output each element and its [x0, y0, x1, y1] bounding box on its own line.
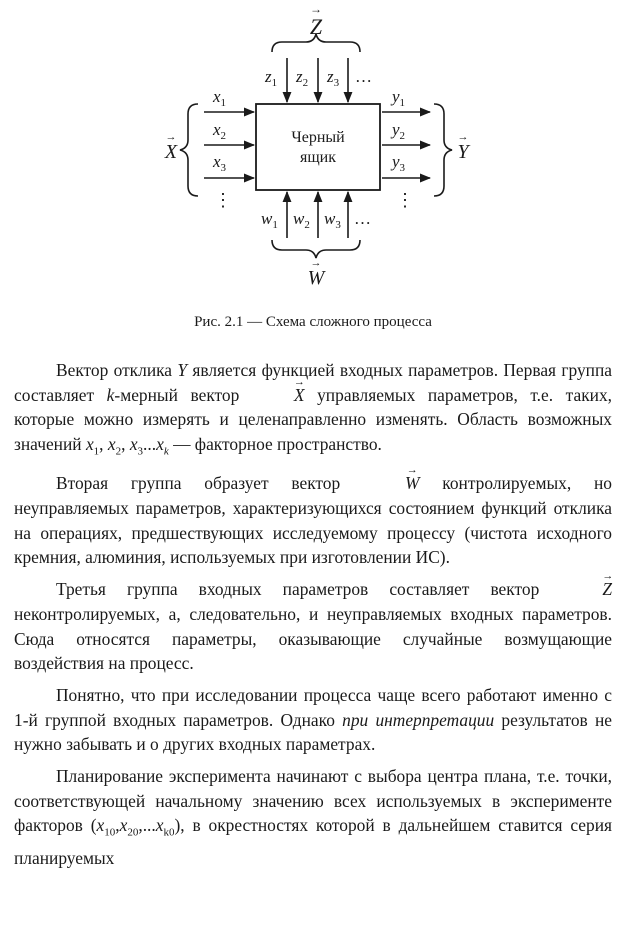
x1-label: $x_1$ — [213, 87, 227, 109]
w3-label: $w_3$ — [324, 209, 341, 231]
x-brace — [180, 104, 198, 196]
vector-z-arrow: → — [310, 2, 322, 16]
vector-z-label: Z — [309, 14, 323, 39]
vector-x-arrow: → — [165, 131, 177, 143]
vector-w-inline: → W — [363, 471, 420, 496]
x-ellipsis: ⋮ — [214, 190, 232, 210]
y-brace — [434, 104, 452, 196]
black-box-diagram — [0, 0, 626, 310]
y-ellipsis: ⋮ — [396, 190, 414, 210]
vector-w-arrow: → — [310, 257, 322, 269]
w2-label: $w_2$ — [293, 209, 310, 231]
w1-label: $w_1$ — [261, 209, 278, 231]
z1-label: $z_1$ — [265, 67, 278, 89]
paragraph-3: Третья группа входных параметров составляет вектор → Z неконтролируемых, а, следовательно, и неуправляемых входных параметров. Сюда относятся параметры, оказывающие случайные возмущающие воздействия на процесс. — [14, 577, 612, 676]
paragraph-2: Вторая группа образует вектор → W контролируемых, но неуправляемых параметров, характеризующихся состоянием функций отклика на операциях, предшествующих исследуемому процессу (чистота исходного кремния, алюминия, используемых при изготовлении ИС). — [14, 471, 612, 570]
x3-label: $x_3$ — [213, 152, 227, 174]
vector-w-label: W — [307, 267, 325, 289]
vector-y-arrow: → — [457, 131, 469, 143]
vector-x-inline: → X — [252, 383, 305, 408]
x2-label: $x_2$ — [213, 120, 227, 142]
z3-label: $z_3$ — [327, 67, 340, 89]
paragraph-1: Вектор отклика Y является функцией входных параметров. Первая группа составляет k-мерный вектор → X управляемых параметров, т.е. таких, которые можно измерять и целенаправленно изменять. Область возможных значений $x_1$, $x_2$, $x_3...x_k$ — факторное пространство. — [14, 358, 612, 464]
vector-z-inline: → Z — [560, 577, 612, 602]
w-ellipsis: … — [354, 209, 371, 228]
black-box — [256, 104, 380, 190]
w-brace — [272, 240, 360, 258]
y3-label: $y_3$ — [392, 152, 406, 174]
y2-label: $y_2$ — [392, 120, 406, 142]
body-text — [14, 358, 612, 877]
figure-caption: Рис. 2.1 — Схема сложного процесса — [194, 314, 432, 330]
box-label-line2: ящик — [299, 149, 337, 166]
z-ellipsis: … — [355, 67, 372, 86]
paragraph-5: Планирование эксперимента начинают с выбора центра плана, т.е. точки, соответствующей начальному значению всех используемых в эксперименте факторов $(x_{10},x_{20},...x_{k0})$, в окрестностях которой в дальнейшем ставится серия планируемых — [14, 766, 612, 868]
z2-label: $z_2$ — [296, 67, 309, 89]
box-label-line1: Черный — [291, 129, 345, 146]
vector-x-label: X — [164, 141, 178, 163]
y1-label: $y_1$ — [392, 87, 406, 109]
vector-y-label: Y — [457, 141, 469, 163]
paragraph-4: Понятно, что при исследовании процесса чаще всего работают именно с 1-й группой входных параметров. Однако при интерпретации результатов не нужно забывать и о других входных параметрах. — [14, 684, 612, 755]
